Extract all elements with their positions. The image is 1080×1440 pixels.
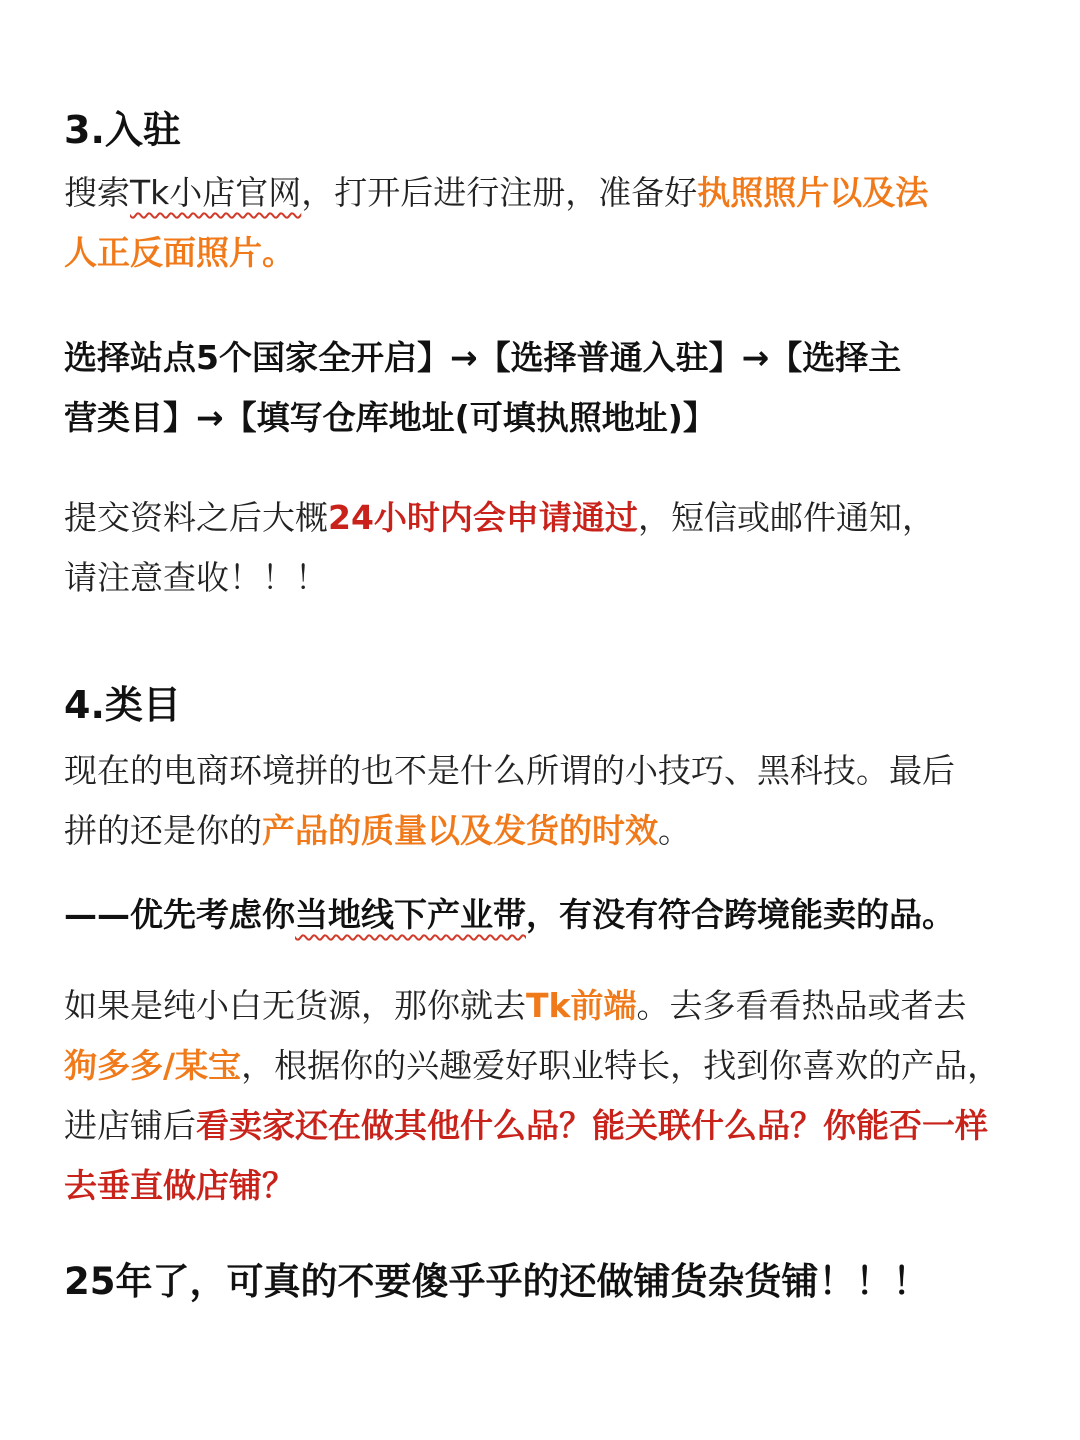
section-4-beginner-paragraph [64,976,1034,1216]
approval-text: 提交资料之后大概 [64,498,328,537]
highlight-platforms: 狗多多/某宝 [64,1046,242,1085]
approval-reminder: 请注意查收！！！ [64,558,328,597]
intro-text: 。 [658,811,691,850]
section-4-industry-belt-paragraph [64,885,1034,945]
industry-text: ——优先考虑你 [64,895,295,934]
highlight-license-photos: 执照照片以及法 [697,173,929,212]
section-3-approval-paragraph [64,488,1034,608]
intro-text: 拼的还是你的 [64,811,262,850]
beginner-text: 如果是纯小白无货源，那你就去 [64,986,526,1025]
intro-text: 搜索 [64,173,130,212]
intro-text: ，打开后进行注册，准备好 [301,173,698,212]
highlight-24h-approval: 24小时内会申请通过 [328,498,638,537]
approval-text: ，短信或邮件通知， [637,498,935,537]
local-industry-belt-text: 当地线下产业带 [295,895,526,934]
tk-shop-site-link-text: Tk小店官网 [130,173,302,212]
section-3-steps [64,328,1034,448]
beginner-text: 。去多看看热品或者去 [636,986,967,1025]
highlight-vertical-shop: 去垂直做店铺？ [64,1166,295,1205]
beginner-text: ，根据你的兴趣爱好职业特长，找到你喜欢的产品， [241,1046,1001,1085]
highlight-quality-shipping: 产品的质量以及发货的时效 [262,811,658,850]
section-3-intro-paragraph [64,163,1034,283]
intro-line-1: 现在的电商环境拼的也不是什么所谓的小技巧、黑科技。最后 [64,751,955,790]
highlight-tk-frontend: Tk前端 [526,986,637,1025]
beginner-text: 进店铺后 [64,1106,196,1145]
industry-text: ，有没有符合跨境能卖的品。 [526,895,955,934]
steps-line-1: 选择站点5个国家全开启】→【选择普通入驻】→【选择主 [64,338,902,377]
section-4-intro-paragraph [64,741,1034,861]
section-3-heading: 3.入驻 [64,108,181,152]
closing-statement: 25年了，可真的不要傻乎乎的还做铺货杂货铺！！！ [64,1260,930,1303]
highlight-seller-questions: 看卖家还在做其他什么品？能关联什么品？你能否一样 [196,1106,988,1145]
highlight-id-photos: 人正反面照片。 [64,233,295,272]
section-4-heading: 4.类目 [64,683,181,727]
steps-line-2: 营类目】→【填写仓库地址(可填执照地址)】 [64,398,716,437]
